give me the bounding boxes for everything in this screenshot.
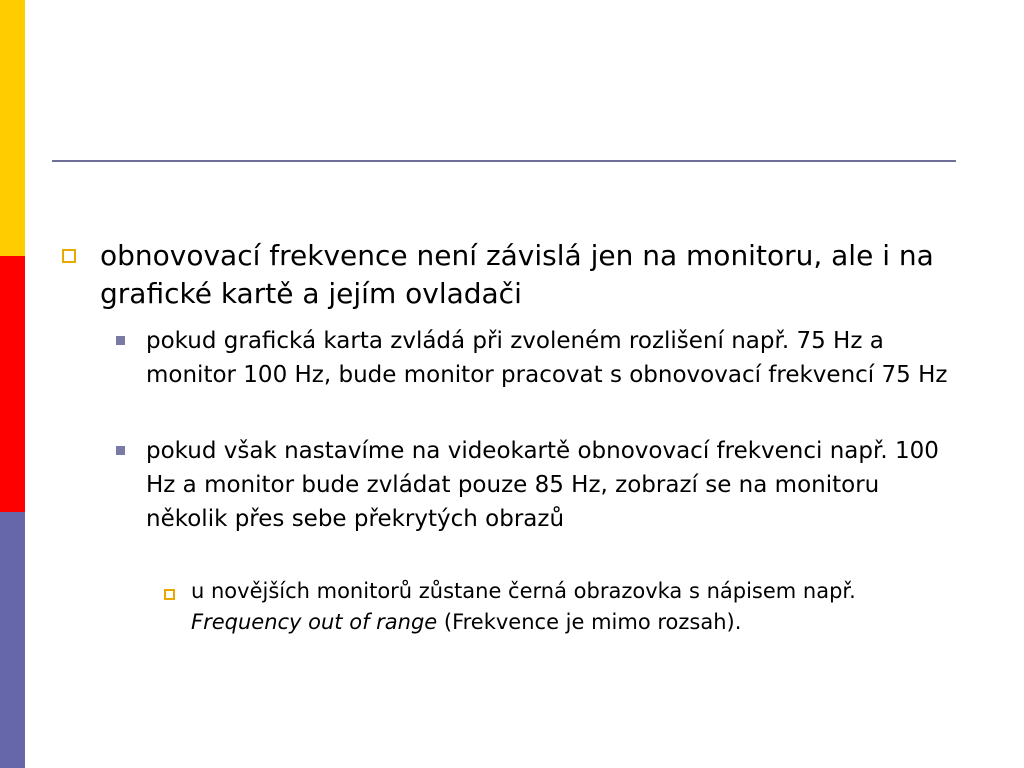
hollow-square-bullet-icon	[62, 249, 76, 263]
filled-square-bullet-icon	[116, 446, 125, 455]
bullet-text-level3-italic: Frequency out of range	[191, 610, 438, 634]
bullet-text-level3	[191, 576, 961, 638]
bullet-text-level1: obnovovací frekvence není závislá jen na monitoru, ale i na grafické kartě a jejím ovladači	[100, 239, 934, 310]
hollow-square-bullet-icon	[164, 589, 175, 600]
filled-square-bullet-icon	[116, 336, 125, 345]
bullet-text-level2: pokud grafická karta zvládá při zvoleném rozlišení např. 75 Hz a monitor 100 Hz, bude monitor pracovat s obnovovací frekvencí 75 Hz	[146, 328, 948, 388]
bullet-text-level3-end: (Frekvence je mimo rozsah).	[437, 610, 742, 634]
bullet-text-level3-start: u novějších monitorů zůstane černá obrazovka s nápisem např.	[191, 579, 856, 603]
bullet-text-level2: pokud však nastavíme na videokartě obnovovací frekvenci např. 100 Hz a monitor bude zvládat pouze 85 Hz, zobrazí se na monitoru několik přes sebe překrytých obrazů	[146, 438, 939, 532]
